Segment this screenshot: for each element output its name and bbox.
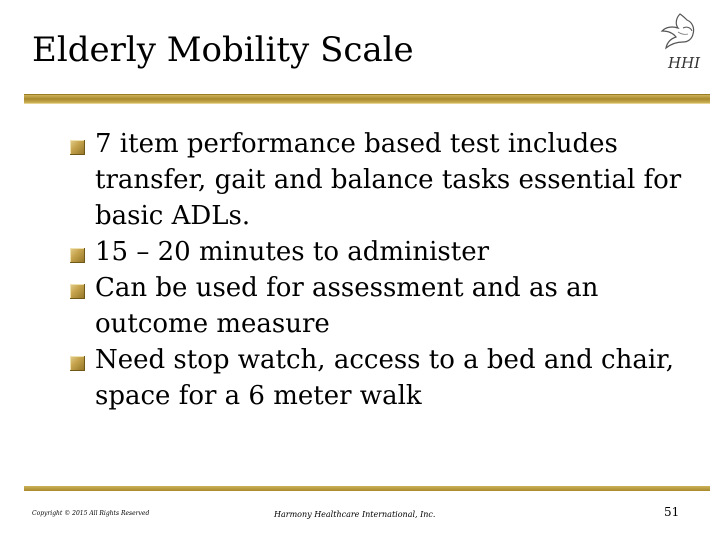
gold-square-bullet-icon (70, 284, 85, 299)
bullet-list (70, 126, 710, 414)
gold-square-bullet-icon (70, 248, 85, 263)
gold-square-bullet-icon (70, 356, 85, 371)
bullet-text: Can be used for assessment and as an outcome measure (95, 273, 599, 339)
bullet-text: 15 – 20 minutes to administer (95, 237, 490, 267)
bullet-item (70, 270, 710, 342)
bullet-item (70, 126, 710, 234)
footer-divider (24, 486, 710, 491)
logo-text: HHI (668, 54, 701, 72)
footer-company: Harmony Healthcare International, Inc. (274, 510, 436, 519)
hhi-logo-icon (650, 8, 708, 74)
slide-title: Elderly Mobility Scale (32, 30, 414, 70)
title-divider (24, 94, 710, 104)
bullet-text: 7 item performance based test includes transfer, gait and balance tasks essential for basic ADLs. (95, 129, 682, 231)
footer-copyright: Copyright © 2015 All Rights Reserved (32, 510, 150, 517)
gold-square-bullet-icon (70, 140, 85, 155)
page-number: 51 (664, 505, 680, 519)
bullet-item (70, 234, 710, 270)
bullet-item (70, 342, 710, 414)
bullet-text: Need stop watch, access to a bed and chair, space for a 6 meter walk (95, 345, 674, 411)
